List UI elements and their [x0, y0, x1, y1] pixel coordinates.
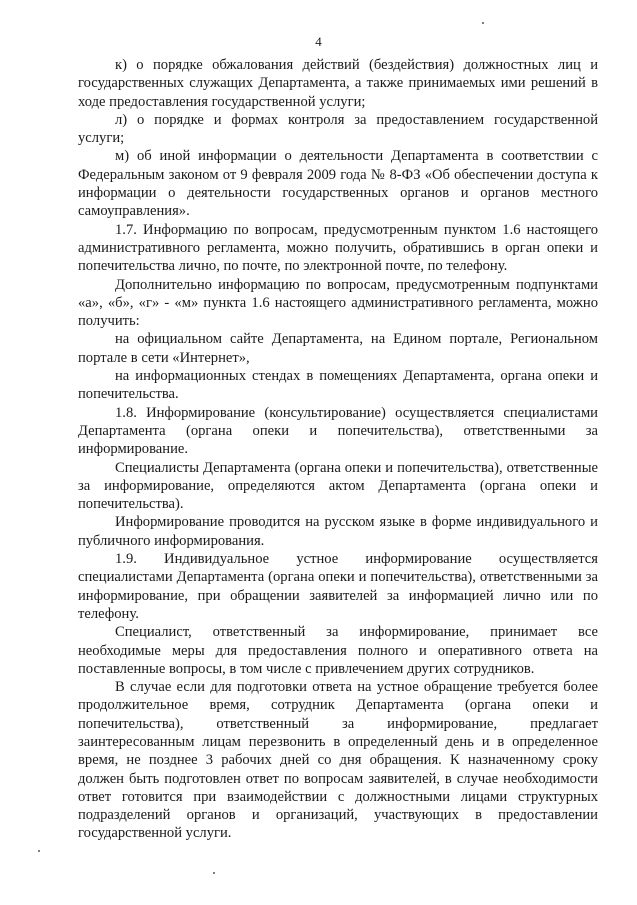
paragraph-specialists: Специалисты Департамента (органа опеки и попечительства), ответственные за информирование, определяются актом Департамента (органа опеки и попечительства). [78, 459, 598, 513]
paragraph-l: л) о порядке и формах контроля за предоставлением государственной услуги; [78, 111, 598, 147]
paragraph-specialist-measures: Специалист, ответственный за информирование, принимает все необходимые меры для предоставления полного и оперативного ответа на поставленные вопросы, в том числе с привлечением других сотрудников. [78, 624, 598, 677]
paragraph-official-site: на официальном сайте Департамента, на Едином портале, Региональном портале в сети «Интернет», [78, 331, 598, 366]
paragraph-1-9: 1.9. Индивидуальное устное информирование осуществляется специалистами Департамента (органа опеки и попечительства), ответственными за информирование, при обращении заявителей за информацией лично или по телефону. [78, 551, 598, 622]
paragraph-extended-time: В случае если для подготовки ответа на устное обращение требуется более продолжительное время, сотрудник Департамента (органа опеки и попечительства), ответственный за информирование, предлагает заинтересованным лицам перезвонить в определенный день и в определенное время, не позднее 3 рабочих дней со дня обращения. К назначенному сроку должен быть подготовлен ответ по вопросам заявителей, в случае необходимости ответ готовится при взаимодействии с должностными лицами структурных подразделений органов и организаций, участвующих в предоставлении государственной услуги. [78, 679, 598, 842]
paragraph-additional-info: Дополнительно информацию по вопросам, предусмотренным подпунктами «а», «б», «г» - «м» пункта 1.6 настоящего административного регламента, можно получить: [78, 276, 598, 330]
scan-speck [38, 850, 40, 852]
document-body [78, 56, 598, 843]
scan-speck [482, 22, 484, 24]
paragraph-k: к) о порядке обжалования действий (бездействия) должностных лиц и государственных служащих Департамента, а также принимаемых ими решений в ходе предоставления государственной услуги; [78, 57, 598, 110]
paragraph-1-8: 1.8. Информирование (консультирование) осуществляется специалистами Департамента (органа опеки и попечительства), ответственными за информирование. [78, 404, 598, 458]
page-number: 4 [315, 34, 322, 49]
paragraph-language: Информирование проводится на русском языке в форме индивидуального и публичного информирования. [78, 514, 598, 549]
paragraph-m: м) об иной информации о деятельности Департамента в соответствии с Федеральным законом от 9 февраля 2009 года № 8-ФЗ «Об обеспечении доступа к информации о деятельности государственных органов и органов местного самоуправления». [78, 148, 598, 220]
paragraph-info-stands: на информационных стендах в помещениях Департамента, органа опеки и попечительства. [78, 368, 598, 403]
scan-speck [213, 872, 215, 874]
paragraph-1-7: 1.7. Информацию по вопросам, предусмотренным пунктом 1.6 настоящего административного регламента, можно получить, обратившись в орган опеки и попечительства лично, по почте, по электронной почте, по телефону. [78, 221, 598, 275]
